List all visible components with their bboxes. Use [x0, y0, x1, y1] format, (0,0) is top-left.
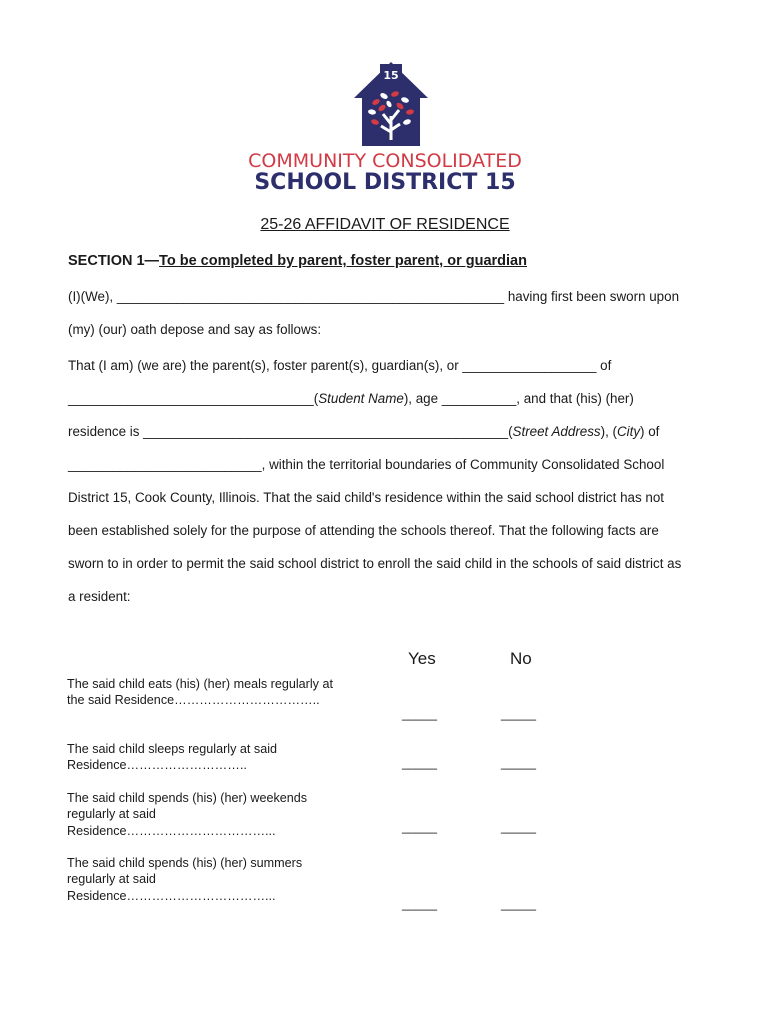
body-line-5: residence is _________________________________________________(Street Address), (City) of — [68, 424, 660, 439]
section-instruction: To be completed by parent, foster parent, or guardian — [159, 253, 527, 269]
section-heading — [68, 253, 527, 269]
no-column-header: No — [510, 649, 532, 668]
sleeps-no-blank[interactable]: _____ — [501, 756, 537, 770]
body-line-9: sworn to in order to permit the said school district to enroll the said child in the schools of said district as — [68, 556, 682, 571]
body-line-10: a resident: — [68, 589, 131, 604]
body-line-1: (I)(We), ____________________________________________________ having first been sworn upon — [68, 289, 680, 304]
meals-yes-blank[interactable]: _____ — [402, 707, 438, 721]
summers-yes-blank[interactable]: _____ — [402, 897, 438, 911]
body-line-4 — [68, 391, 634, 406]
sleeps-yes-blank[interactable]: _____ — [402, 756, 438, 770]
question-summers: The said child spends (his) (her) summers regularly at said Residence……………………………... — [67, 856, 303, 903]
residence-blank[interactable]: residence is _________________________________________________( — [68, 424, 513, 439]
question-sleeps: The said child sleeps regularly at said Residence……………………….. — [67, 742, 278, 773]
logo-number: 15 — [383, 69, 399, 82]
student-name-label: Student Name — [318, 391, 404, 406]
yes-column-header: Yes — [408, 649, 436, 668]
district-logo — [348, 58, 434, 148]
weekends-no-blank[interactable]: _____ — [501, 820, 537, 834]
student-name-blank[interactable]: _________________________________( — [68, 391, 319, 406]
body-line-6: __________________________, within the territorial boundaries of Community Consolidated School — [68, 457, 665, 472]
body-line-8: been established solely for the purpose of attending the schools thereof. That the following facts are — [68, 523, 659, 538]
question-meals: The said child eats (his) (her) meals regularly at the said Residence…………………………….. — [67, 677, 333, 708]
meals-no-blank[interactable]: _____ — [501, 707, 537, 721]
age-text: ), age __________, and that (his) (her) — [403, 391, 634, 406]
summers-no-blank[interactable]: _____ — [501, 897, 537, 911]
street-address-label: Street Address — [512, 424, 601, 439]
district-name-line2: SCHOOL DISTRICT 15 — [254, 170, 516, 195]
district-name-line1: COMMUNITY CONSOLIDATED — [248, 150, 522, 172]
body-line-2: (my) (our) oath depose and say as follows: — [68, 322, 322, 337]
body-line-3: That (I am) (we are) the parent(s), foster parent(s), guardian(s), or __________________ of — [68, 358, 612, 373]
section-prefix: SECTION 1— — [68, 253, 160, 269]
city-label: City — [616, 424, 641, 439]
form-title: 25-26 AFFIDAVIT OF RESIDENCE — [260, 216, 510, 233]
question-weekends: The said child spends (his) (her) weekends regularly at said Residence……………………………... — [67, 791, 308, 838]
weekends-yes-blank[interactable]: _____ — [402, 820, 438, 834]
body-line-7: District 15, Cook County, Illinois. That the said child's residence within the said school district has not — [68, 490, 664, 505]
